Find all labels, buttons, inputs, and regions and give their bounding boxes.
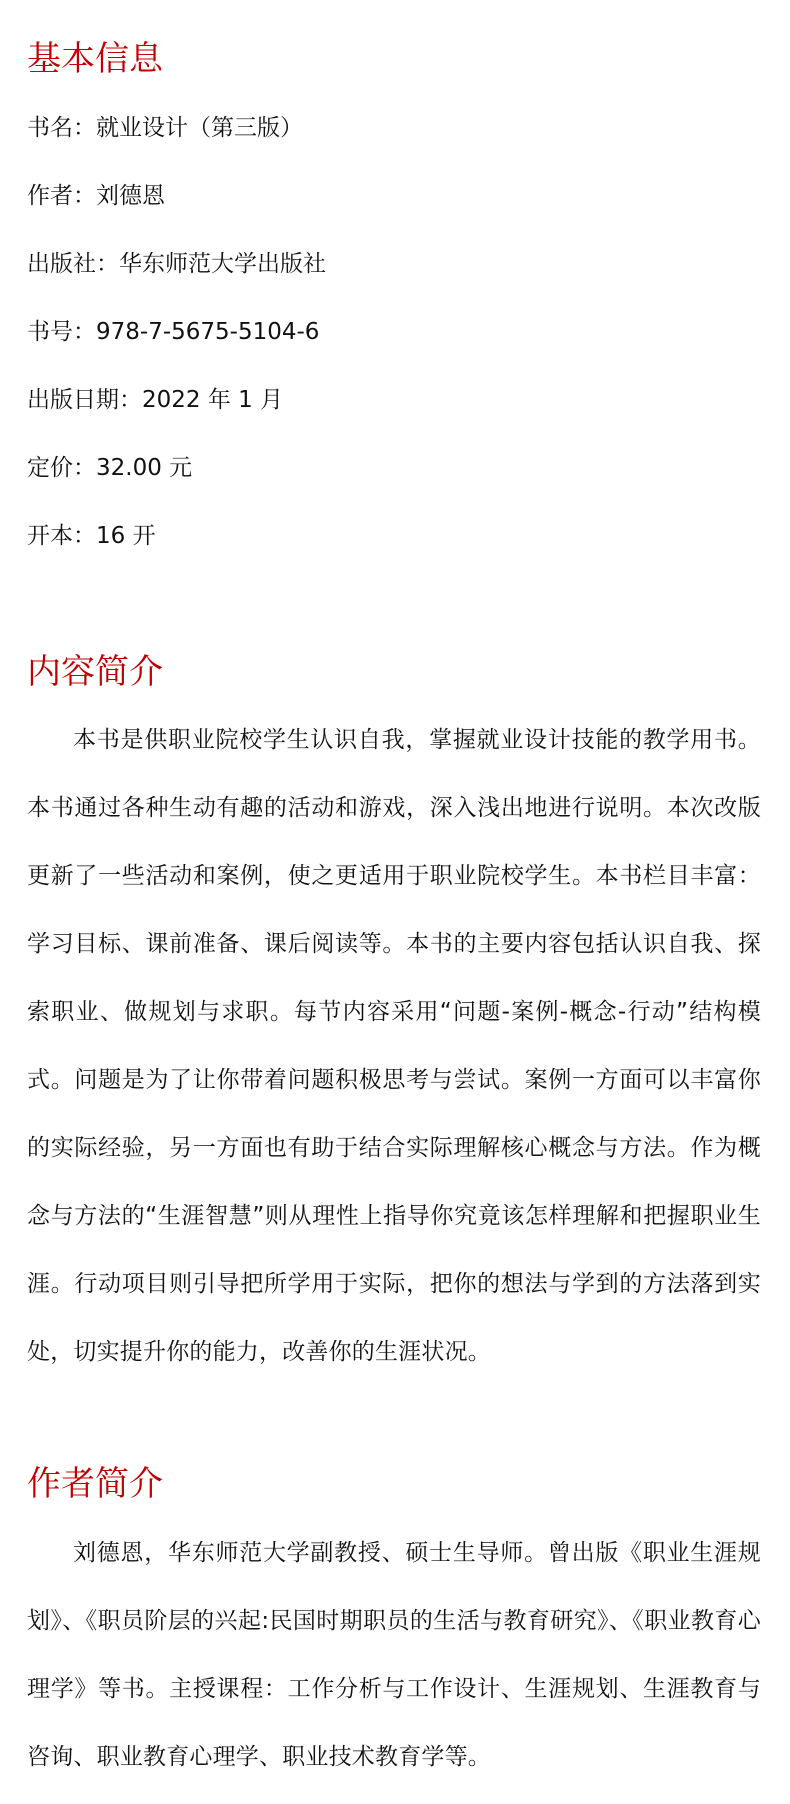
content-intro-paragraph: 本书是供职业院校学生认识自我，掌握就业设计技能的教学用书。本书通过各种生动有趣的活动和游戏，深入浅出地进行说明。本次改版更新了一些活动和案例，使之更适用于职业院校学生。本书栏目丰富：学习目标、课前准备、课后阅读等。本书的主要内容包括认识自我、探索职业、做规划与求职。每节内容采用“问题-案例-概念-行动”结构模式。问题是为了让你带着问题积极思考与尝试。案例一方面可以丰富你的实际经验，另一方面也有助于结合实际理解核心概念与方法。作为概念与方法的“生涯智慧”则从理性上指导你究竟该怎样理解和把握职业生涯。行动项目则引导把所学用于实际，把你的想法与学到的方法落到实处，切实提升你的能力，改善你的生涯状况。 [27, 727, 761, 1365]
isbn-row: 书号：978-7-5675-5104-6 [27, 319, 320, 345]
price-row: 定价：32.00 元 [27, 455, 193, 481]
format-row: 开本：16 开 [27, 523, 156, 549]
author-intro-heading: 作者简介 [27, 1464, 163, 1504]
author-intro-paragraph: 刘德恩，华东师范大学副教授、硕士生导师。曾出版《职业生涯规划》、《职员阶层的兴起:民国时期职员的生活与教育研究》、《职业教育心理学》等书。主授课程：工作分析与工作设计、生涯规划、生涯教育与咨询、职业教育心理学、职业技术教育学等。 [27, 1540, 761, 1770]
publisher-row: 出版社：华东师范大学出版社 [27, 251, 326, 277]
basic-info-heading: 基本信息 [27, 39, 163, 79]
book-title-row: 书名：就业设计（第三版） [27, 115, 303, 141]
content-intro-heading: 内容简介 [27, 652, 163, 692]
publish-date-row: 出版日期：2022 年 1 月 [27, 387, 284, 413]
author-row: 作者：刘德恩 [27, 183, 165, 209]
basic-info-list [27, 112, 761, 552]
